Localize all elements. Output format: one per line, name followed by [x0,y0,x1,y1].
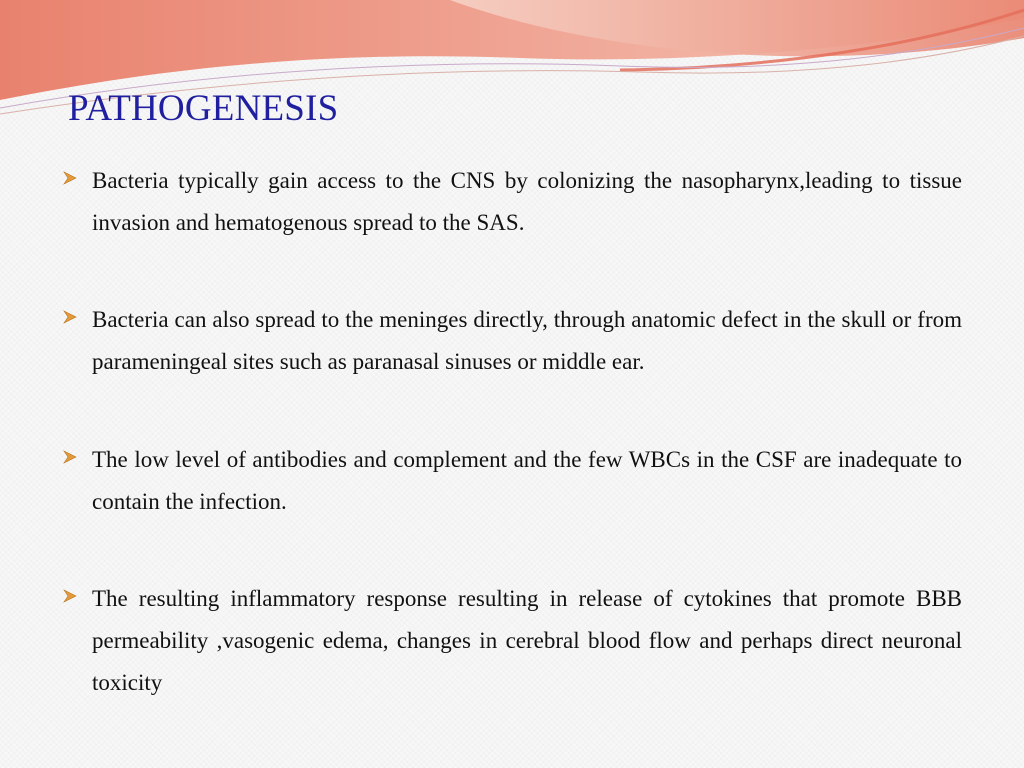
bullet-text: The low level of antibodies and complement and the few WBCs in the CSF are inadequate to contain the infection. [92,447,962,514]
bullet-item [62,160,962,244]
arrow-icon [62,449,78,465]
bullet-item [62,578,962,704]
bullet-text: Bacteria can also spread to the meninges directly, through anatomic defect in the skull or from parameningeal sites such as paranasal sinuses or middle ear. [92,307,962,374]
arrow-icon [62,309,78,325]
arrow-icon [62,588,78,604]
bullet-text: Bacteria typically gain access to the CNS by colonizing the nasopharynx,leading to tissue invasion and hematogenous spread to the SAS. [92,168,962,235]
bullet-item [62,439,962,523]
arrow-icon [62,170,78,186]
bullet-text: The resulting inflammatory response resulting in release of cytokines that promote BBB permeability ,vasogenic edema, changes in cerebral blood flow and perhaps direct neuronal toxicity [92,586,962,695]
bullet-item [62,299,962,383]
slide-title: PATHOGENESIS [68,88,339,129]
